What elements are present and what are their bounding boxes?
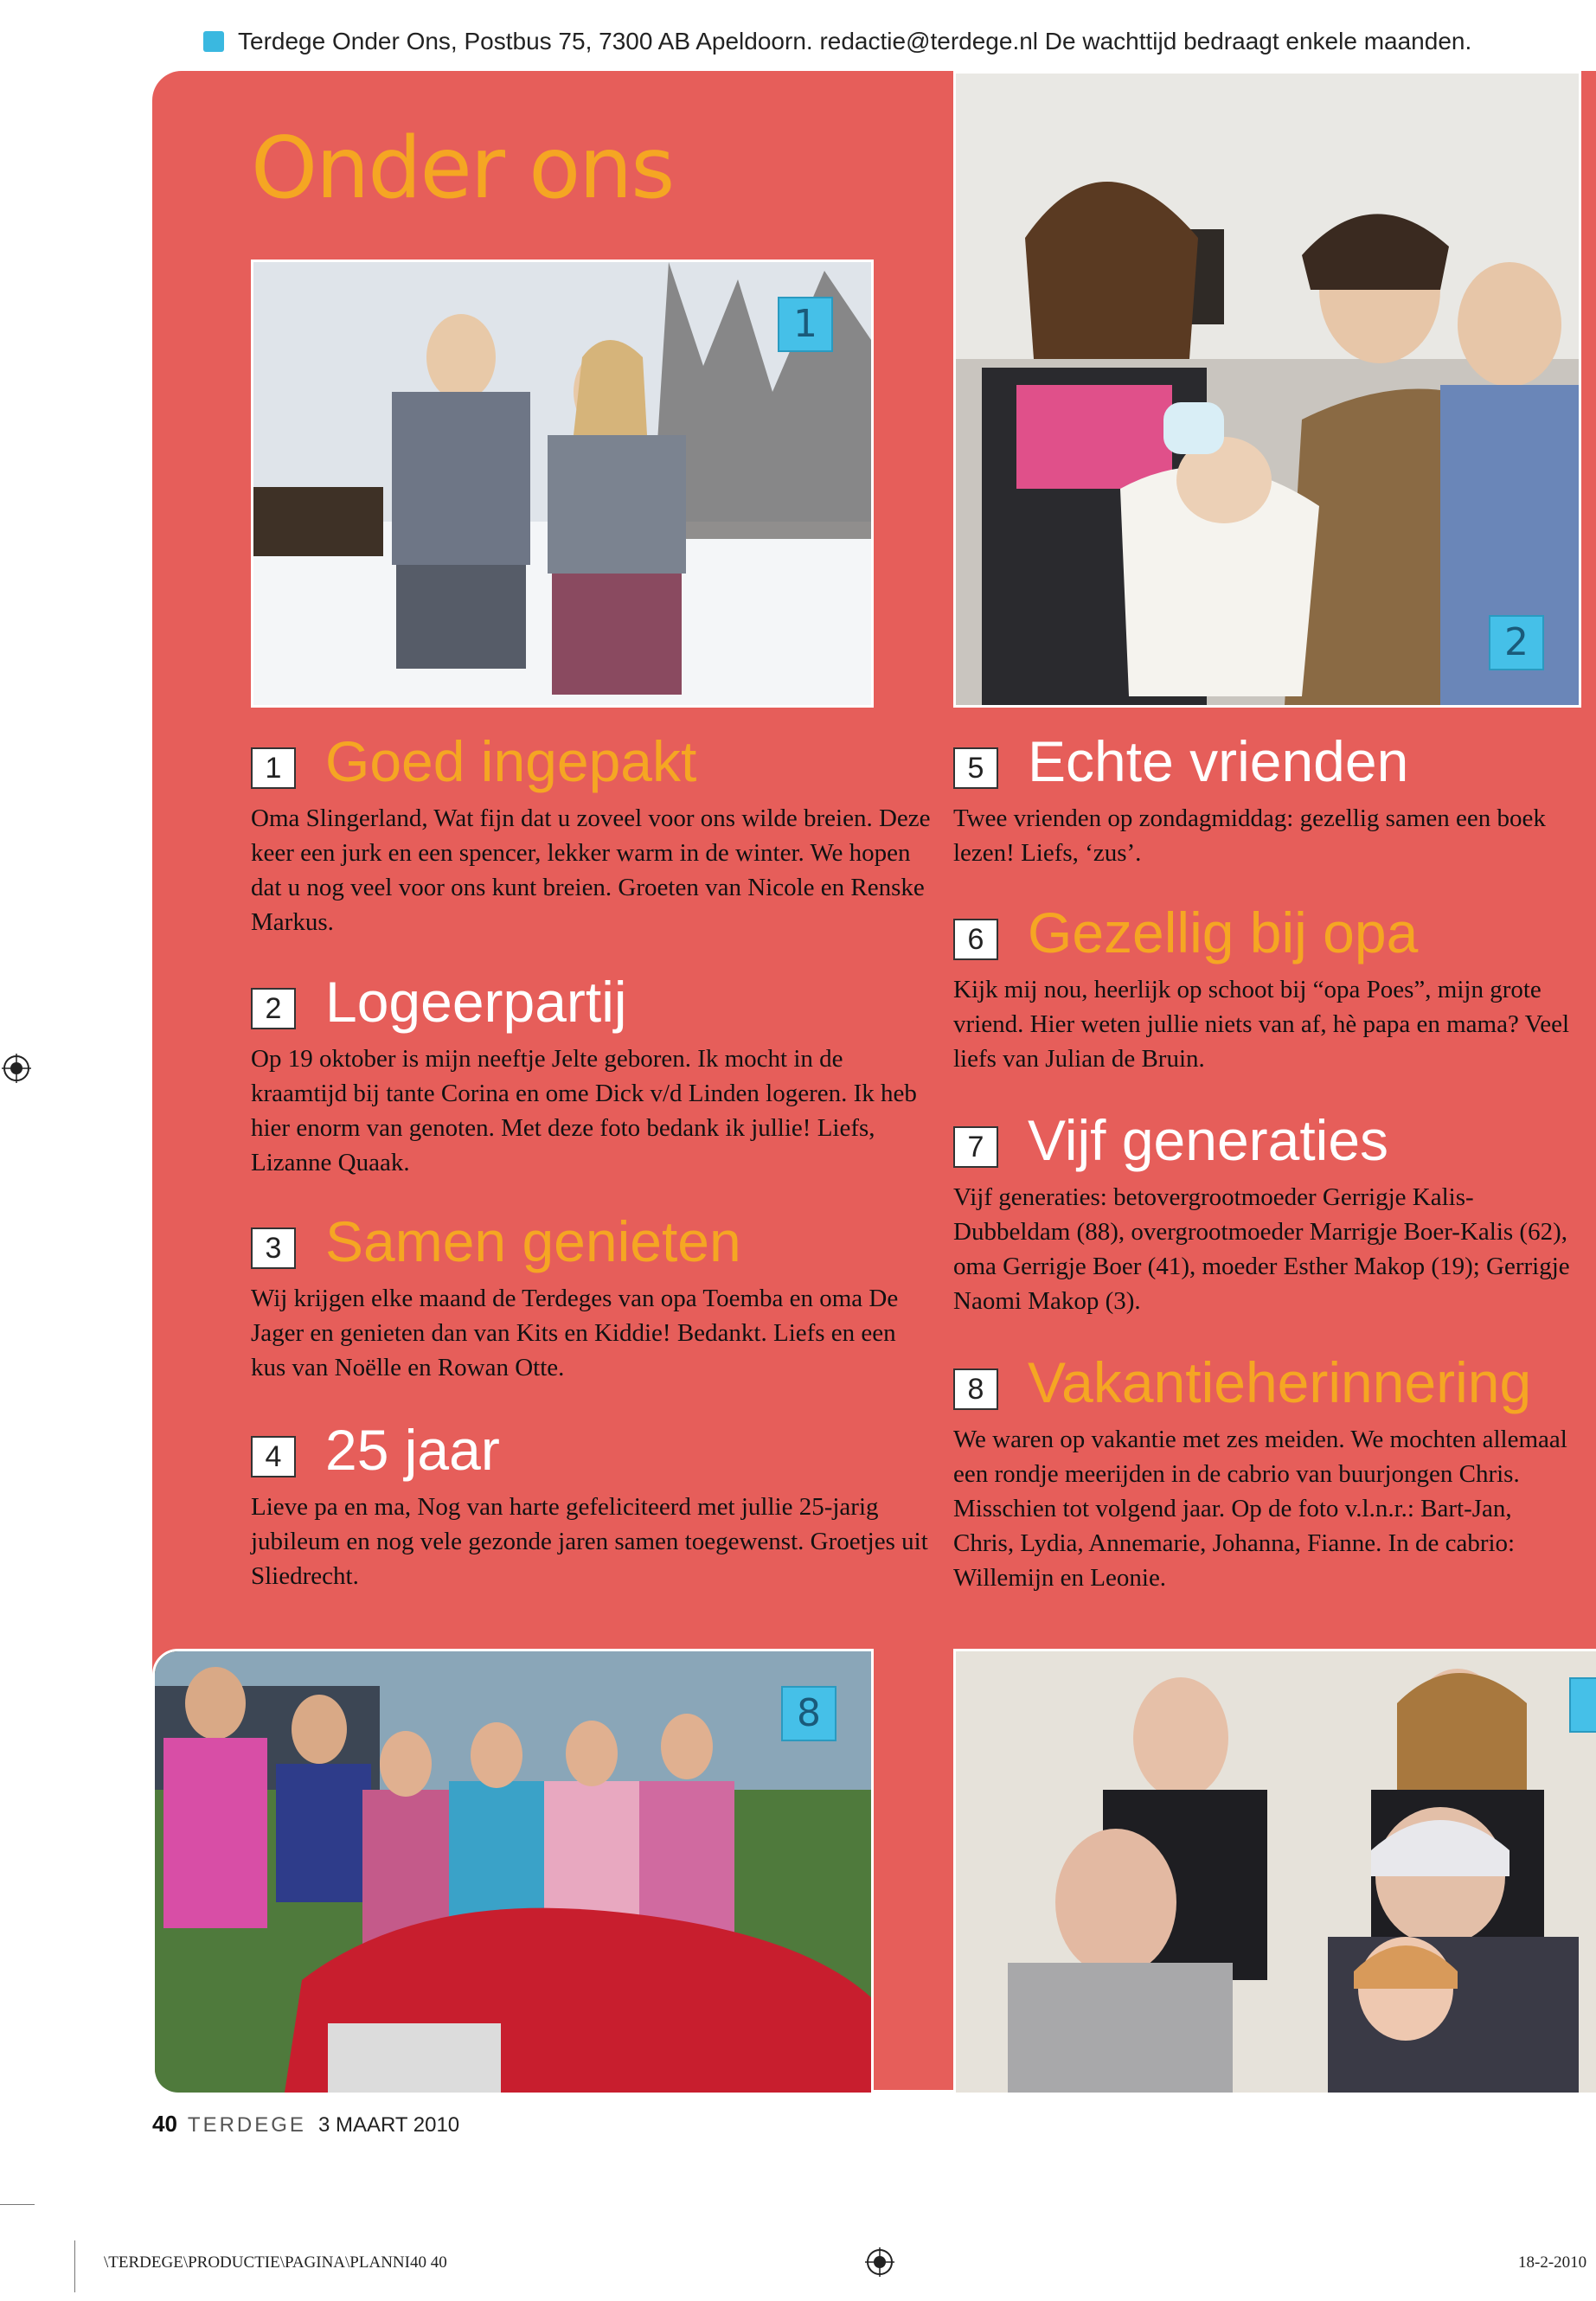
issue-date: 3 MAART 2010 — [317, 2113, 460, 2137]
section-8-number: 8 — [953, 1368, 998, 1410]
section-2-number: 2 — [251, 988, 296, 1029]
registration-mark-bottom-icon — [865, 2247, 894, 2277]
section-5 — [953, 728, 1576, 870]
crop-line-left — [0, 2204, 35, 2205]
section-7-body: Vijf generaties: betovergrootmoeder Gerrigje Kalis-Dubbeldam (88), overgrootmoeder Marrigje Boer-Kalis (62), oma Gerrigje Boer (41), moeder Esther Makop (19); Gerrigje Naomi Makop (3). — [953, 1183, 1570, 1315]
registration-mark-icon — [2, 1054, 31, 1083]
section-4 — [251, 1417, 934, 1593]
section-3-number: 3 — [251, 1227, 296, 1269]
section-6-title: Gezellig bij opa — [1028, 901, 1419, 965]
photo-8-number: 8 — [781, 1686, 836, 1741]
section-2-title: Logeerpartij — [325, 970, 627, 1034]
section-3-body: Wij krijgen elke maand de Terdeges van opa Toemba en oma De Jager en genieten dan van Kits en Kiddie! Bedankt. Liefs en een kus van Noëlle en Rowan Otte. — [251, 1285, 899, 1381]
section-5-title: Echte vrienden — [1028, 729, 1409, 793]
section-4-title: 25 jaar — [325, 1418, 500, 1482]
section-2-body: Op 19 oktober is mijn neeftje Jelte geboren. Ik mocht in de kraamtijd bij tante Corina en ome Dick v/d Linden logeren. Ik heb hier enorm van genoten. Met deze foto bedank ik jullie! Liefs, Lizanne Quaak. — [251, 1045, 917, 1176]
header-square-icon — [203, 31, 224, 52]
section-1-body: Oma Slingerland, Wat fijn dat u zoveel voor ons wilde breien. Deze keer een jurk en een spencer, lekker warm in de winter. We hopen dat u nog veel voor ons kunt breien. Groeten van Nicole en Renske Markus. — [251, 804, 931, 936]
section-4-body: Lieve pa en ma, Nog van harte gefeliciteerd met jullie 25-jarig jubileum en nog vele gezonde jaren samen toegewenst. Groetjes uit Sliedrecht. — [251, 1493, 928, 1590]
section-5-number: 5 — [953, 747, 998, 789]
photo-1-winter-girls — [251, 260, 874, 708]
magazine-name: TERDEGE — [187, 2113, 306, 2137]
section-4-number: 4 — [251, 1436, 296, 1477]
header-bar — [203, 28, 1553, 62]
section-8-title: Vakantieherinnering — [1028, 1350, 1532, 1414]
section-1 — [251, 728, 934, 939]
photo-7-number-partial — [1569, 1677, 1596, 1733]
page-title: Onder ons — [251, 119, 674, 218]
section-6 — [953, 900, 1576, 1076]
crop-line-bottom — [74, 2240, 75, 2292]
section-1-title: Goed ingepakt — [325, 729, 697, 793]
section-7-number: 7 — [953, 1126, 998, 1168]
section-1-number: 1 — [251, 747, 296, 789]
slug-path: \TERDEGE\PRODUCTIE\PAGINA\PLANNI40 40 — [104, 2253, 447, 2272]
section-6-number: 6 — [953, 919, 998, 960]
page-footer — [152, 2111, 459, 2138]
section-5-body: Twee vrienden op zondagmiddag: gezellig samen een boek lezen! Liefs, ‘zus’. — [953, 804, 1546, 867]
photo-2-number: 2 — [1489, 615, 1544, 670]
section-8 — [953, 1349, 1576, 1595]
slug-date: 18-2-2010 — [1518, 2253, 1587, 2272]
section-7-title: Vijf generaties — [1028, 1108, 1389, 1172]
section-2 — [251, 969, 934, 1180]
header-text: Terdege Onder Ons, Postbus 75, 7300 AB Apeldoorn. redactie@terdege.nl De wachttijd bedraagt enkele maanden. — [238, 28, 1472, 54]
photo-7-five-generations — [953, 1649, 1596, 2095]
photo-1-number: 1 — [778, 297, 833, 352]
page-number: 40 — [152, 2111, 177, 2137]
section-7 — [953, 1107, 1576, 1318]
section-6-body: Kijk mij nou, heerlijk op schoot bij “opa Poes”, mijn grote vriend. Hier weten jullie niets van af, hè papa en mama? Veel liefs van Julian de Bruin. — [953, 976, 1570, 1073]
section-3 — [251, 1208, 934, 1385]
section-3-title: Samen genieten — [325, 1209, 741, 1273]
section-8-body: We waren op vakantie met zes meiden. We mochten allemaal een rondje meerijden in de cabrio van buurjongen Chris. Misschien tot volgend jaar. Op de foto v.l.n.r.: Bart-Jan, Chris, Lydia, Annemarie, Johanna, Fianne. In de cabrio: Willemijn en Leonie. — [953, 1426, 1567, 1592]
photo-8-cabrio-girls — [152, 1649, 874, 2095]
photo-2-baby-family — [953, 71, 1581, 708]
